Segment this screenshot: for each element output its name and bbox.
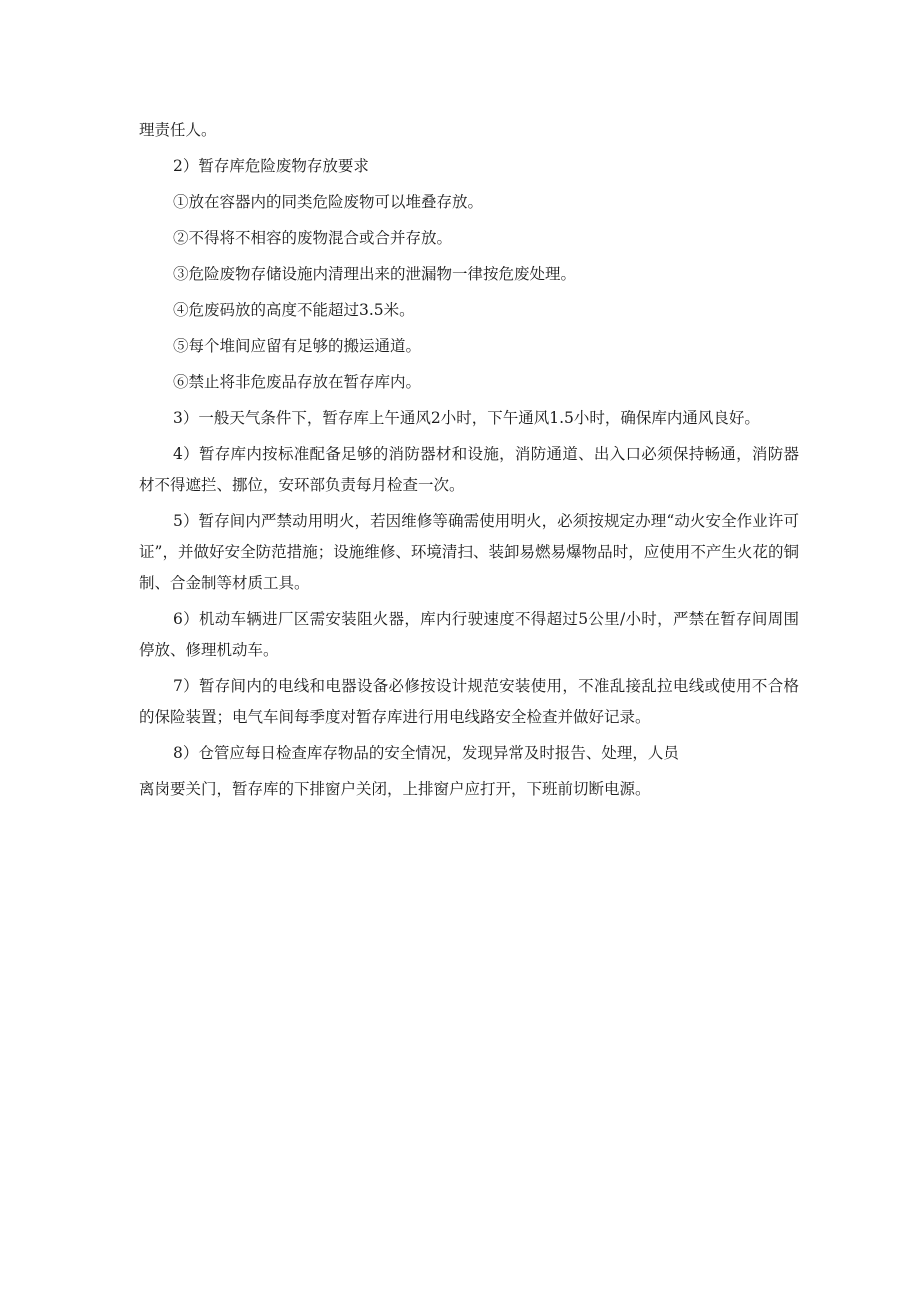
paragraph-electrical: 7）暂存间内的电线和电器设备必修按设计规范安装使用，不准乱接乱拉电线或使用不合格的保险装置；电气车间每季度对暂存库进行用电线路安全检查并做好记录。 [139,677,799,726]
list-item-3: ③危险废物存储设施内清理出来的泄漏物一律按危废处理。 [173,265,577,283]
paragraph-open-flame: 5）暂存间内严禁动用明火，若因维修等确需使用明火，必须按规定办理“动火安全作业许可证”，并做好安全防范措施；设施维修、环境清扫、装卸易燃易爆物品时，应使用不产生火花的铜制、合金制等材质工具。 [139,512,799,592]
paragraph-daily-inspection: 8）仓管应每日检查库存物品的安全情况，发现异常及时报告、处理，人员 [173,744,679,762]
paragraph-daily-inspection-continued: 离岗要关门，暂存库的下排窗户关闭，上排窗户应打开，下班前切断电源。 [139,780,651,798]
paragraph-vehicles: 6）机动车辆进厂区需安装阻火器，库内行驶速度不得超过5公里/小时，严禁在暂存间周围停放、修理机动车。 [139,610,799,659]
paragraph-continuation: 理责任人。 [139,121,217,139]
list-item-5: ⑤每个堆间应留有足够的搬运通道。 [173,337,422,355]
paragraph-fire-equipment: 4）暂存库内按标准配备足够的消防器材和设施，消防通道、出入口必须保持畅通，消防器材不得遮拦、挪位，安环部负责每月检查一次。 [139,445,799,494]
list-item-4: ④危废码放的高度不能超过3.5米。 [173,301,415,319]
list-item-6: ⑥禁止将非危废品存放在暂存库内。 [173,373,422,391]
list-item-1: ①放在容器内的同类危险废物可以堆叠存放。 [173,193,484,211]
document-body [139,115,799,810]
paragraph-ventilation: 3）一般天气条件下，暂存库上午通风2小时，下午通风1.5小时，确保库内通风良好。 [173,409,760,427]
section-heading-storage-requirements: 2）暂存库危险废物存放要求 [173,157,369,175]
list-item-2: ②不得将不相容的废物混合或合并存放。 [173,229,453,247]
